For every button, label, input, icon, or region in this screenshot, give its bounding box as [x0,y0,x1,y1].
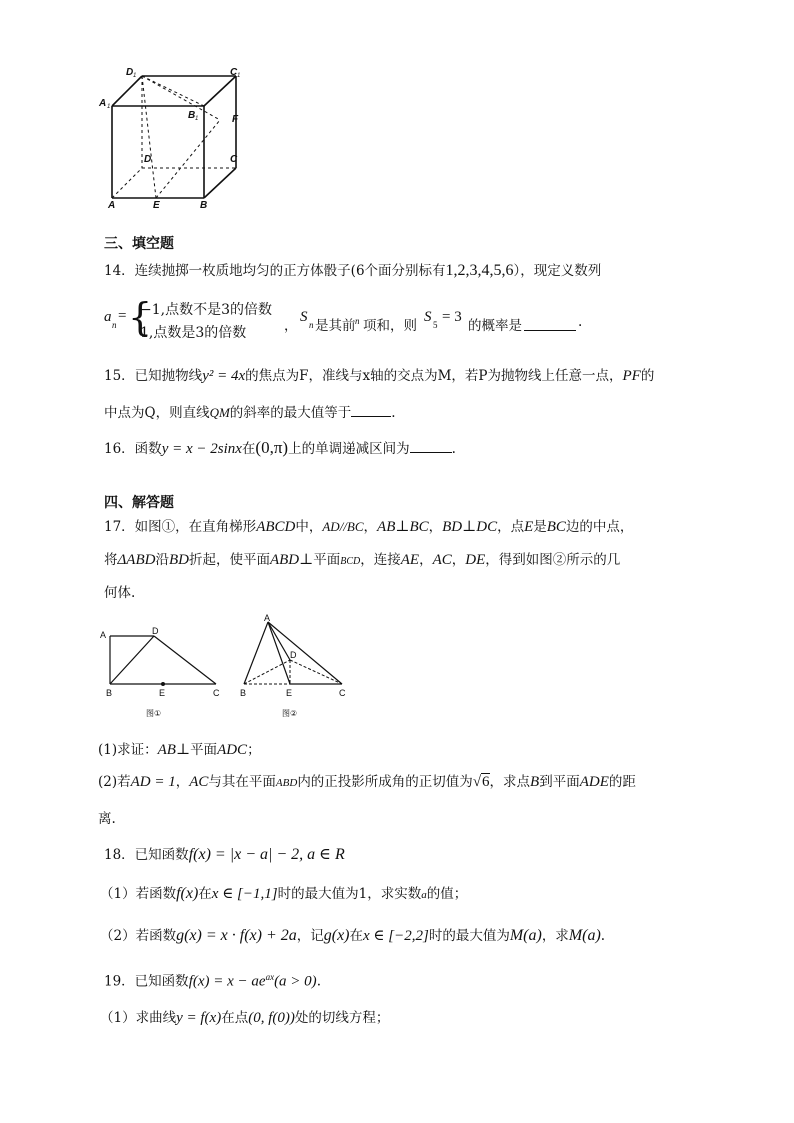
question-19: 19．已知函数$f(x) = x - ae^{ax}(a > 0)$. [104,972,321,990]
cube-label-C: C [230,154,238,165]
cube-label-C1: C [230,67,238,78]
cube-figure [96,66,256,208]
fig1-label-C: C [213,688,220,698]
section-title-fill-blank: 三、填空题 [104,236,174,252]
answer-blank-16[interactable] [410,438,452,453]
svg-text:1: 1 [237,73,241,79]
answer-blank-14[interactable] [524,316,576,331]
question-17-line2: 将ΔABD沿BD折起，使平面ABD⊥平面BCD，连接AE，AC，DE，得到如图②所示的几 [104,552,621,568]
question-17-part2-line2: 离. [98,811,116,827]
figure-1-trapezoid [96,624,236,724]
answer-blank-15[interactable] [351,402,391,417]
cube-label-F: F [232,114,239,125]
question-14-line1: 14．连续抛掷一枚质地均匀的正方体骰子(6个面分别标有1,2,3,4,5,6），现定义数列 [104,262,602,279]
cube-label-D1: D [126,67,134,78]
svg-text:1: 1 [195,116,199,122]
cube-label-E: E [153,200,160,208]
fig1-label-B: B [106,688,113,698]
question-17-line1: 17．如图①，在直角梯形ABCD中，AD//BC，AB⊥BC，BD⊥DC，点E是BC边的中点， [104,519,634,535]
fig1-caption: 图① [146,709,162,718]
fig1-label-A: A [100,630,107,640]
fig2-label-C: C [339,688,346,698]
section-title-answer: 四、解答题 [104,495,174,511]
cube-label-A1: A [99,98,107,109]
fig2-label-E: E [286,688,293,698]
question-18-part1: （1）若函数f(x)在x ∈ [−1,1]时的最大值为1，求实数a的值； [100,885,468,902]
question-17-part1: (1)求证：AB⊥平面ADC； [98,742,261,758]
fig2-label-B: B [240,688,247,698]
cube-label-B: B [200,200,208,208]
question-15-line2: 中点为Q，则直线QM的斜率的最大值等于 . [104,402,396,423]
figure-2-tetrahedron [232,612,362,724]
question-18-part2: （2）若函数g(x) = x · f(x) + 2a，记g(x)在x ∈ [−2,2]时的最大值为M(a)，求M(a). [100,927,606,944]
question-17-line3: 何体. [104,585,136,601]
fig1-label-D: D [152,626,159,636]
fig2-label-D: D [290,650,297,660]
cube-label-A: A [108,200,116,208]
question-16: 16．函数y = x − 2sinx在(0,π)上的单调递减区间为 . [104,438,456,457]
fig2-caption: 图② [282,709,298,718]
cube-label-D: D [144,154,152,165]
cube-label-B1: B [188,110,196,121]
question-15-line1: 15．已知抛物线y² = 4x的焦点为F，准线与x轴的交点为M，若P为抛物线上任意一点，PF的 [104,368,655,384]
question-17-part2: (2)若AD = 1，AC与其在平面ABD内的正投影所成角的正切值为√6，求点B到平面ADE的距 [98,774,636,790]
svg-text:1: 1 [107,104,111,110]
question-14-sequence: a n = { −1,点数不是3的倍数 1,点数是3的倍数 ， S n 是其前 n 项和，则 S 5 = 3 的概率是 . [104,295,583,341]
svg-text:1: 1 [133,73,137,79]
question-19-part1: （1）求曲线y = f(x)在点(0, f(0))处的切线方程； [100,1010,390,1026]
question-18: 18．已知函数f(x) = |x − a| − 2, a ∈ R [104,846,345,863]
fig1-label-E: E [159,688,166,698]
fig2-label-A: A [264,613,271,623]
